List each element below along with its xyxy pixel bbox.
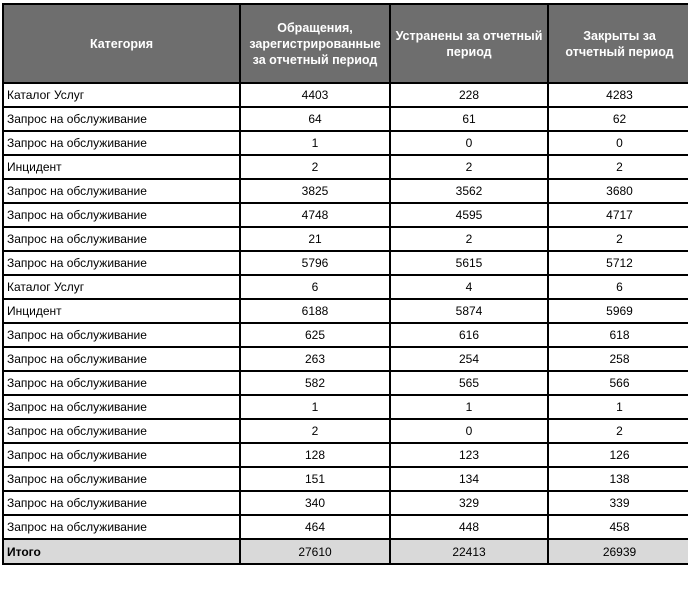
table-row	[3, 371, 688, 395]
cell-category: Запрос на обслуживание	[3, 131, 240, 155]
cell-closed: 126	[548, 443, 688, 467]
cell-category: Запрос на обслуживание	[3, 515, 240, 539]
cell-closed: 258	[548, 347, 688, 371]
table-row	[3, 83, 688, 107]
cell-category: Каталог Услуг	[3, 83, 240, 107]
table-row	[3, 323, 688, 347]
cell-registered: 340	[240, 491, 390, 515]
cell-registered: 582	[240, 371, 390, 395]
cell-category: Каталог Услуг	[3, 275, 240, 299]
cell-closed: 62	[548, 107, 688, 131]
cell-category: Запрос на обслуживание	[3, 467, 240, 491]
cell-category: Запрос на обслуживание	[3, 491, 240, 515]
cell-category: Запрос на обслуживание	[3, 443, 240, 467]
cell-resolved: 123	[390, 443, 548, 467]
cell-resolved: 2	[390, 227, 548, 251]
table-row	[3, 227, 688, 251]
cell-category: Запрос на обслуживание	[3, 323, 240, 347]
table-row	[3, 155, 688, 179]
cell-registered: 21	[240, 227, 390, 251]
cell-category: Запрос на обслуживание	[3, 107, 240, 131]
cell-resolved: 134	[390, 467, 548, 491]
cell-registered: 151	[240, 467, 390, 491]
cell-closed: 0	[548, 131, 688, 155]
cell-registered: 6	[240, 275, 390, 299]
cell-resolved: 5615	[390, 251, 548, 275]
cell-resolved: 2	[390, 155, 548, 179]
table-row	[3, 131, 688, 155]
total-resolved: 22413	[390, 539, 548, 564]
cell-registered: 2	[240, 155, 390, 179]
cell-closed: 458	[548, 515, 688, 539]
cell-closed: 2	[548, 227, 688, 251]
cell-closed: 4717	[548, 203, 688, 227]
cell-closed: 2	[548, 419, 688, 443]
cell-resolved: 3562	[390, 179, 548, 203]
cell-category: Запрос на обслуживание	[3, 179, 240, 203]
cell-resolved: 5874	[390, 299, 548, 323]
cell-resolved: 0	[390, 131, 548, 155]
cell-category: Запрос на обслуживание	[3, 371, 240, 395]
table-row	[3, 395, 688, 419]
cell-resolved: 448	[390, 515, 548, 539]
cell-registered: 64	[240, 107, 390, 131]
table-row	[3, 299, 688, 323]
header-resolved: Устранены за отчетный период	[390, 4, 548, 83]
cell-closed: 618	[548, 323, 688, 347]
cell-category: Запрос на обслуживание	[3, 203, 240, 227]
table-row	[3, 275, 688, 299]
total-registered: 27610	[240, 539, 390, 564]
cell-resolved: 228	[390, 83, 548, 107]
cell-registered: 128	[240, 443, 390, 467]
header-row	[3, 4, 688, 83]
table-row	[3, 443, 688, 467]
total-closed: 26939	[548, 539, 688, 564]
cell-registered: 4748	[240, 203, 390, 227]
table-row	[3, 347, 688, 371]
cell-registered: 263	[240, 347, 390, 371]
header-closed: Закрыты за отчетный период	[548, 4, 688, 83]
cell-category: Запрос на обслуживание	[3, 395, 240, 419]
table-row	[3, 107, 688, 131]
cell-closed: 6	[548, 275, 688, 299]
table-row	[3, 491, 688, 515]
cell-registered: 5796	[240, 251, 390, 275]
cell-registered: 464	[240, 515, 390, 539]
cell-resolved: 4	[390, 275, 548, 299]
total-row	[3, 539, 688, 564]
table-row	[3, 515, 688, 539]
table-body	[3, 83, 688, 564]
cell-category: Запрос на обслуживание	[3, 419, 240, 443]
cell-closed: 566	[548, 371, 688, 395]
cell-category: Инцидент	[3, 155, 240, 179]
header-registered: Обращения, зарегистрированные за отчетный период	[240, 4, 390, 83]
cell-resolved: 329	[390, 491, 548, 515]
cell-category: Запрос на обслуживание	[3, 347, 240, 371]
cell-resolved: 4595	[390, 203, 548, 227]
cell-registered: 3825	[240, 179, 390, 203]
cell-resolved: 254	[390, 347, 548, 371]
cell-registered: 625	[240, 323, 390, 347]
table-row	[3, 179, 688, 203]
cell-registered: 4403	[240, 83, 390, 107]
cell-closed: 138	[548, 467, 688, 491]
cell-closed: 4283	[548, 83, 688, 107]
cell-resolved: 616	[390, 323, 548, 347]
cell-resolved: 0	[390, 419, 548, 443]
table-row	[3, 467, 688, 491]
cell-resolved: 1	[390, 395, 548, 419]
cell-registered: 6188	[240, 299, 390, 323]
report-table	[2, 3, 688, 565]
cell-closed: 1	[548, 395, 688, 419]
cell-closed: 3680	[548, 179, 688, 203]
cell-registered: 1	[240, 131, 390, 155]
table-row	[3, 251, 688, 275]
total-label: Итого	[3, 539, 240, 564]
table-row	[3, 419, 688, 443]
table-row	[3, 203, 688, 227]
cell-category: Запрос на обслуживание	[3, 227, 240, 251]
cell-closed: 5712	[548, 251, 688, 275]
cell-category: Запрос на обслуживание	[3, 251, 240, 275]
cell-registered: 1	[240, 395, 390, 419]
cell-registered: 2	[240, 419, 390, 443]
cell-closed: 339	[548, 491, 688, 515]
cell-resolved: 61	[390, 107, 548, 131]
cell-resolved: 565	[390, 371, 548, 395]
cell-category: Инцидент	[3, 299, 240, 323]
header-category: Категория	[3, 4, 240, 83]
cell-closed: 5969	[548, 299, 688, 323]
cell-closed: 2	[548, 155, 688, 179]
